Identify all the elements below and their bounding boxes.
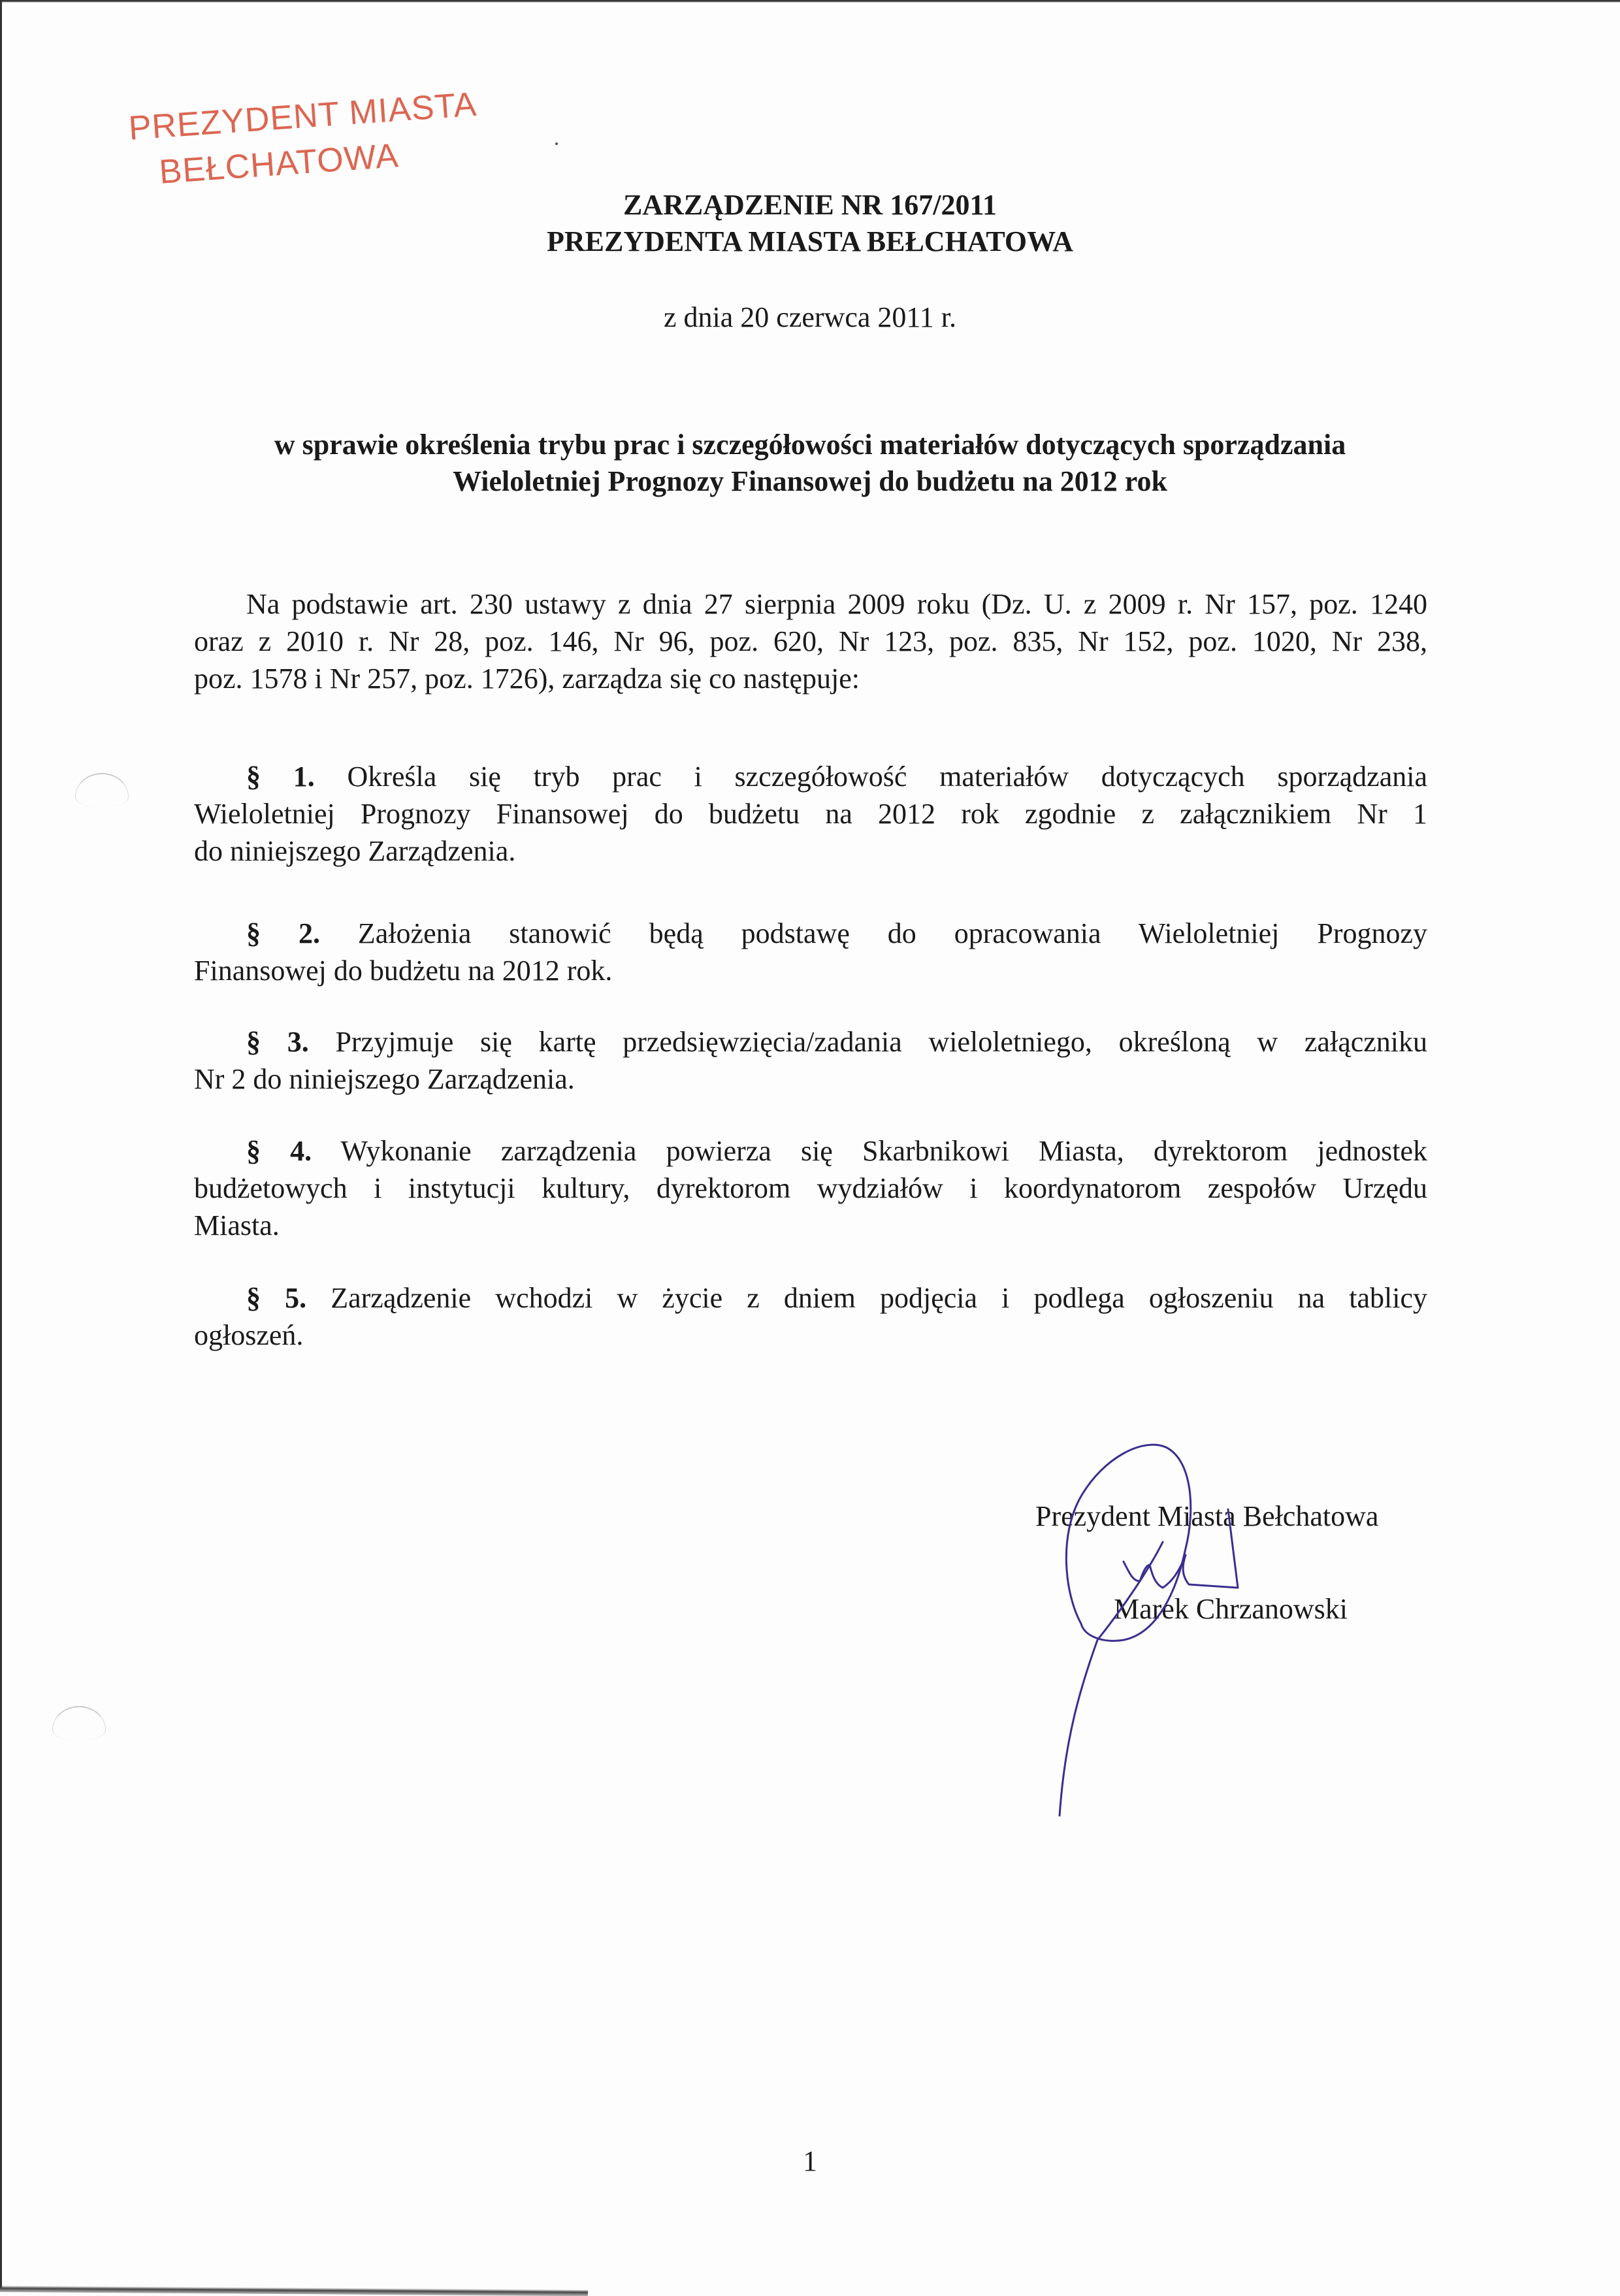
- signatory-title: Prezydent Miasta Bełchatowa: [1035, 1500, 1379, 1532]
- paragraph-line: Wieloletniej Prognozy Finansowej do budżetu na 2012 rok zgodnie z załącznikiem Nr 1: [194, 798, 1427, 830]
- document-title: ZARZĄDZENIE NR 167/2011: [623, 189, 997, 221]
- section-text: Założenia stanowić będą podstawę do opracowania Wieloletniej Prognozy: [357, 917, 1427, 949]
- section-4: [194, 1132, 1427, 1244]
- scan-edge-bottom: [0, 2286, 588, 2296]
- section-3: [194, 1023, 1427, 1098]
- stamp-line-1: PREZYDENT MIASTA: [127, 85, 478, 148]
- paragraph-line: Miasta.: [194, 1209, 280, 1241]
- paragraph-line: [194, 1279, 1427, 1317]
- section-text: Określa się tryb prac i szczegółowość materiałów dotyczących sporządzania: [347, 761, 1427, 793]
- punch-hole-mark: [75, 773, 129, 807]
- paragraph-line: poz. 1578 i Nr 257, poz. 1726), zarządza się co następuje:: [194, 663, 860, 695]
- stamp-line-2: BEŁCHATOWA: [157, 137, 400, 191]
- paragraph-line: budżetowych i instytucji kultury, dyrektorom wydziałów i koordynatorom zespołów Urzędu: [194, 1172, 1427, 1204]
- paragraph-line: Nr 2 do niniejszego Zarządzenia.: [194, 1063, 575, 1095]
- section-text: Wykonanie zarządzenia powierza się Skarbnikowi Miasta, dyrektorom jednostek: [340, 1135, 1427, 1167]
- paragraph-line: [194, 758, 1427, 795]
- section-text: Przyjmuje się kartę przedsięwzięcia/zadania wieloletniego, określoną w załączniku: [335, 1026, 1428, 1058]
- section-5: [194, 1279, 1427, 1354]
- section-mark: § 4.: [246, 1135, 312, 1167]
- legal-basis-paragraph: [194, 585, 1427, 697]
- paragraph-line: Finansowej do budżetu na 2012 rok.: [194, 955, 613, 987]
- paragraph-line: Na podstawie art. 230 ustawy z dnia 27 sierpnia 2009 roku (Dz. U. z 2009 r. Nr 157, poz. 1240: [246, 588, 1427, 620]
- section-mark: § 2.: [246, 917, 320, 949]
- paragraph-line: oraz z 2010 r. Nr 28, poz. 146, Nr 96, poz. 620, Nr 123, poz. 835, Nr 152, poz. 1020, Nr 238,: [194, 625, 1427, 657]
- document-issuer: PREZYDENTA MIASTA BEŁCHATOWA: [546, 225, 1073, 257]
- section-mark: § 5.: [246, 1282, 307, 1314]
- paragraph-line: [194, 1132, 1427, 1170]
- scan-edge-top: [0, 0, 1620, 3]
- section-1: [194, 758, 1427, 870]
- document-subject-line-2: Wieloletniej Prognozy Finansowej do budżetu na 2012 rok: [453, 465, 1167, 497]
- section-mark: § 1.: [246, 761, 315, 793]
- signatory-name: Marek Chrzanowski: [1114, 1593, 1348, 1625]
- section-mark: § 3.: [246, 1026, 309, 1058]
- paragraph-line: [194, 1023, 1427, 1060]
- document-date: z dnia 20 czerwca 2011 r.: [664, 301, 956, 333]
- paragraph-line: ogłoszeń.: [194, 1319, 304, 1351]
- punch-hole-mark: [52, 1706, 106, 1740]
- paragraph-line: [194, 915, 1427, 952]
- scan-edge-left: [0, 0, 2, 2292]
- section-text: Zarządzenie wchodzi w życie z dniem podjęcia i podlega ogłoszeniu na tablicy: [331, 1282, 1428, 1314]
- signature-stem: [1060, 1542, 1163, 1816]
- scan-speck: [555, 142, 558, 145]
- office-stamp: [127, 86, 481, 193]
- section-2: [194, 915, 1427, 989]
- page-number: 1: [803, 2145, 817, 2177]
- paragraph-line: do niniejszego Zarządzenia.: [194, 835, 516, 867]
- document-subject-line-1: w sprawie określenia trybu prac i szczegółowości materiałów dotyczących sporządzania: [274, 429, 1346, 461]
